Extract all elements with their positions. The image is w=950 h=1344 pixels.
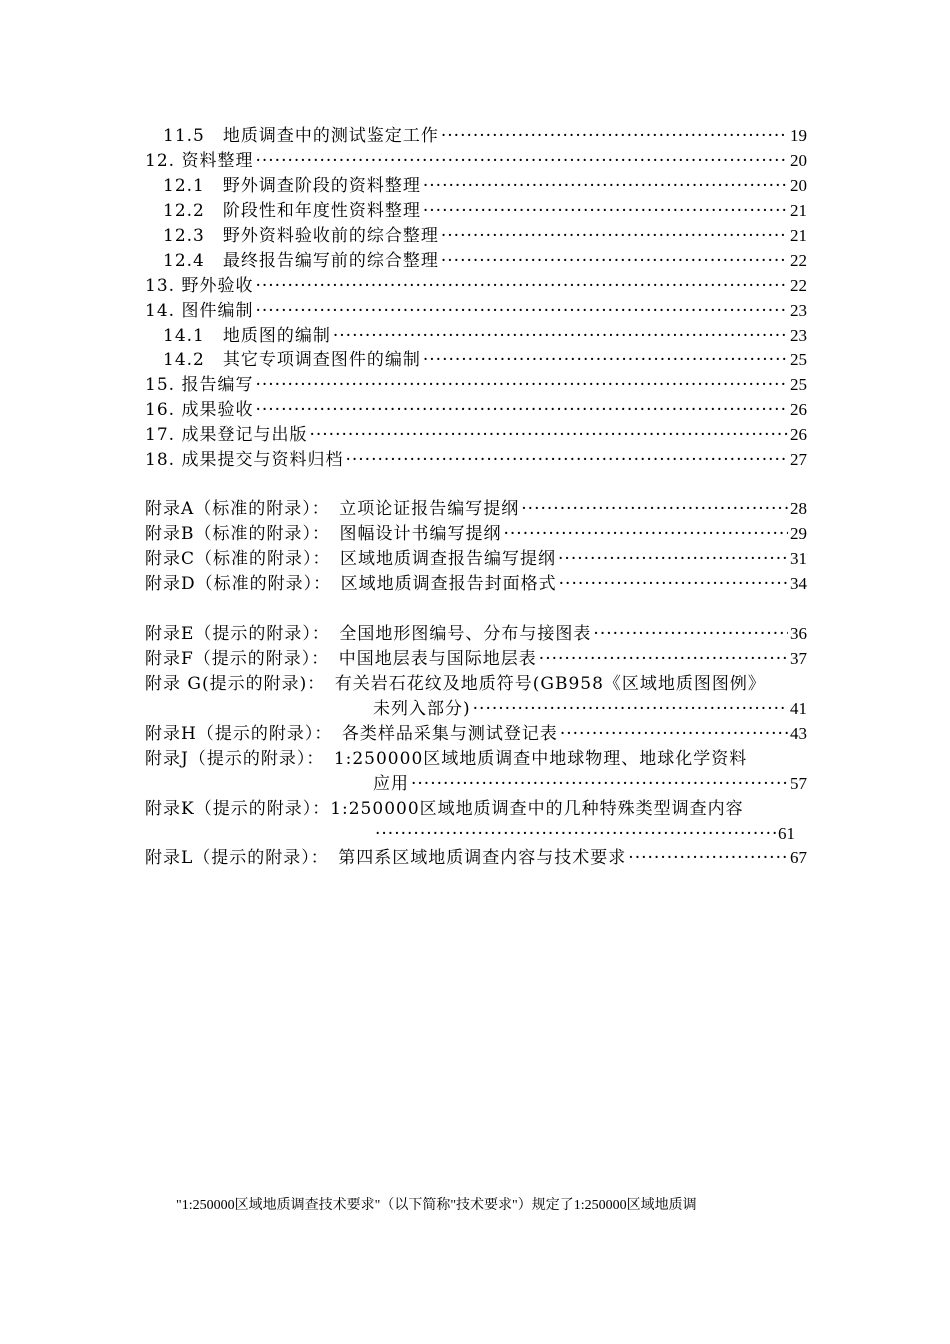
- toc-entry[interactable]: [163, 224, 807, 248]
- toc-entry[interactable]: [145, 299, 807, 323]
- dot-leader: [521, 497, 788, 521]
- toc-entry-page: 25: [790, 375, 807, 394]
- toc-entry-page: 20: [790, 151, 807, 170]
- appendix-page: 29: [790, 524, 807, 543]
- dot-leader: [504, 522, 789, 546]
- appendix-title: 附录L（提示的附录）： 第四系区域地质调查内容与技术要求: [145, 848, 627, 868]
- appendix-entry[interactable]: [373, 772, 807, 796]
- dot-leader: [255, 373, 788, 397]
- appendix-title: 附录H（提示的附录）： 各类样品采集与测试登记表: [145, 724, 558, 744]
- appendix-page: 57: [790, 774, 807, 793]
- toc-entry[interactable]: [163, 174, 807, 198]
- appendix-page: 36: [790, 624, 807, 643]
- toc-entry[interactable]: [163, 348, 807, 372]
- appendix-page: 37: [790, 649, 807, 668]
- toc-entry-title: 12.4 最终报告编写前的综合整理: [163, 251, 439, 271]
- toc-entry-title: 12.3 野外资料验收前的综合整理: [163, 226, 439, 246]
- appendix-page: 43: [790, 724, 807, 743]
- appendix-page: 28: [790, 499, 807, 518]
- dot-leader: [441, 224, 788, 248]
- toc-entry-title: 16. 成果验收: [145, 400, 254, 420]
- toc-entry-page: 22: [790, 276, 807, 295]
- toc-entry-title: 14. 图件编制: [145, 301, 254, 321]
- toc-entry-page: 25: [790, 350, 807, 369]
- toc-entry[interactable]: [163, 324, 807, 348]
- appendix-page: 67: [790, 848, 807, 867]
- dot-leader: [255, 149, 788, 173]
- toc-entry-title: 11.5 地质调查中的测试鉴定工作: [163, 126, 439, 146]
- appendix-entry[interactable]: [373, 822, 795, 846]
- appendix-entry[interactable]: [145, 846, 807, 870]
- appendix-entry[interactable]: [145, 647, 807, 671]
- toc-entry-page: 20: [790, 176, 807, 195]
- appendix-entry[interactable]: [145, 497, 807, 521]
- dot-leader: [309, 423, 788, 447]
- appendix-entry[interactable]: [145, 572, 807, 596]
- toc-entry-title: 12. 资料整理: [145, 151, 254, 171]
- dot-leader: [558, 547, 788, 571]
- appendix-page: 34: [790, 574, 807, 593]
- toc-entry-page: 23: [790, 301, 807, 320]
- dot-leader: [441, 124, 788, 148]
- dot-leader: [345, 448, 788, 472]
- toc-entry-page: 26: [790, 400, 807, 419]
- toc-entry-title: 17. 成果登记与出版: [145, 425, 308, 445]
- appendix-title: 附录C（标准的附录）： 区域地质调查报告编写提纲: [145, 549, 557, 569]
- dot-leader: [423, 348, 788, 372]
- appendix-entry[interactable]: [145, 622, 807, 646]
- dot-leader: [560, 722, 788, 746]
- dot-leader: [473, 697, 788, 721]
- toc-entry-title: 15. 报告编写: [145, 375, 254, 395]
- appendix-title: 附录A（标准的附录）： 立项论证报告编写提纲: [145, 499, 520, 519]
- toc-entry-page: 26: [790, 425, 807, 444]
- toc-entry-title: 14.1 地质图的编制: [163, 326, 331, 346]
- toc-entry-page: 23: [790, 326, 807, 345]
- toc-entry-title: 14.2 其它专项调查图件的编制: [163, 350, 421, 370]
- toc-entry[interactable]: [145, 274, 807, 298]
- dot-leader: [628, 846, 788, 870]
- toc-entry[interactable]: [145, 423, 807, 447]
- dot-leader: [333, 324, 788, 348]
- appendix-page: 41: [790, 699, 807, 718]
- toc-entry[interactable]: [163, 199, 807, 223]
- dot-leader: [593, 622, 788, 646]
- dot-leader: [255, 274, 788, 298]
- appendix-title: 附录B（标准的附录）： 图幅设计书编写提纲: [145, 524, 502, 544]
- toc-entry[interactable]: [163, 124, 807, 148]
- toc-entry-page: 22: [790, 251, 807, 270]
- appendix-title[interactable]: 附录 G(提示的附录)： 有关岩石花纹及地质符号(GB958《区域地质图图例》: [145, 674, 766, 694]
- appendix-entry[interactable]: [145, 547, 807, 571]
- toc-entry-title: 12.2 阶段性和年度性资料整理: [163, 201, 421, 221]
- toc-entry-title: 18. 成果提交与资料归档: [145, 450, 344, 470]
- appendix-entry[interactable]: [145, 722, 807, 746]
- toc-entry-page: 19: [790, 126, 807, 145]
- toc-entry-page: 27: [790, 450, 807, 469]
- appendix-entry[interactable]: [145, 522, 807, 546]
- dot-leader: [539, 647, 788, 671]
- dot-leader: [255, 398, 788, 422]
- toc-entry[interactable]: [163, 249, 807, 273]
- dot-leader: [441, 249, 788, 273]
- appendix-entry[interactable]: [373, 697, 807, 721]
- toc-entry[interactable]: [145, 149, 807, 173]
- appendix-title-continuation: 应用: [373, 774, 409, 794]
- appendix-title[interactable]: 附录K（提示的附录）：1:250000区域地质调查中的几种特殊类型调查内容: [145, 799, 744, 819]
- dot-leader: [375, 822, 776, 846]
- appendix-title: 附录E（提示的附录）： 全国地形图编号、分布与接图表: [145, 624, 592, 644]
- appendix-title: 附录F（提示的附录）： 中国地层表与国际地层表: [145, 649, 537, 669]
- toc-entry-page: 21: [790, 226, 807, 245]
- body-text-start: "1:250000区域地质调查技术要求"（以下简称"技术要求"）规定了1:250000区域地质调: [176, 1198, 697, 1213]
- dot-leader: [559, 572, 788, 596]
- appendix-title[interactable]: 附录J（提示的附录）： 1:250000区域地质调查中地球物理、地球化学资料: [145, 749, 748, 769]
- toc-entry-page: 21: [790, 201, 807, 220]
- appendix-title-continuation: 未列入部分): [373, 699, 471, 719]
- toc-entry[interactable]: [145, 448, 807, 472]
- toc-entry-title: 13. 野外验收: [145, 276, 254, 296]
- appendix-page: 31: [790, 549, 807, 568]
- dot-leader: [411, 772, 788, 796]
- toc-entry[interactable]: [145, 398, 807, 422]
- dot-leader: [423, 174, 788, 198]
- dot-leader: [255, 299, 788, 323]
- dot-leader: [423, 199, 788, 223]
- toc-entry-title: 12.1 野外调查阶段的资料整理: [163, 176, 421, 196]
- toc-entry[interactable]: [145, 373, 807, 397]
- appendix-title: 附录D（标准的附录）： 区域地质调查报告封面格式: [145, 574, 557, 594]
- appendix-page: 61: [778, 824, 795, 843]
